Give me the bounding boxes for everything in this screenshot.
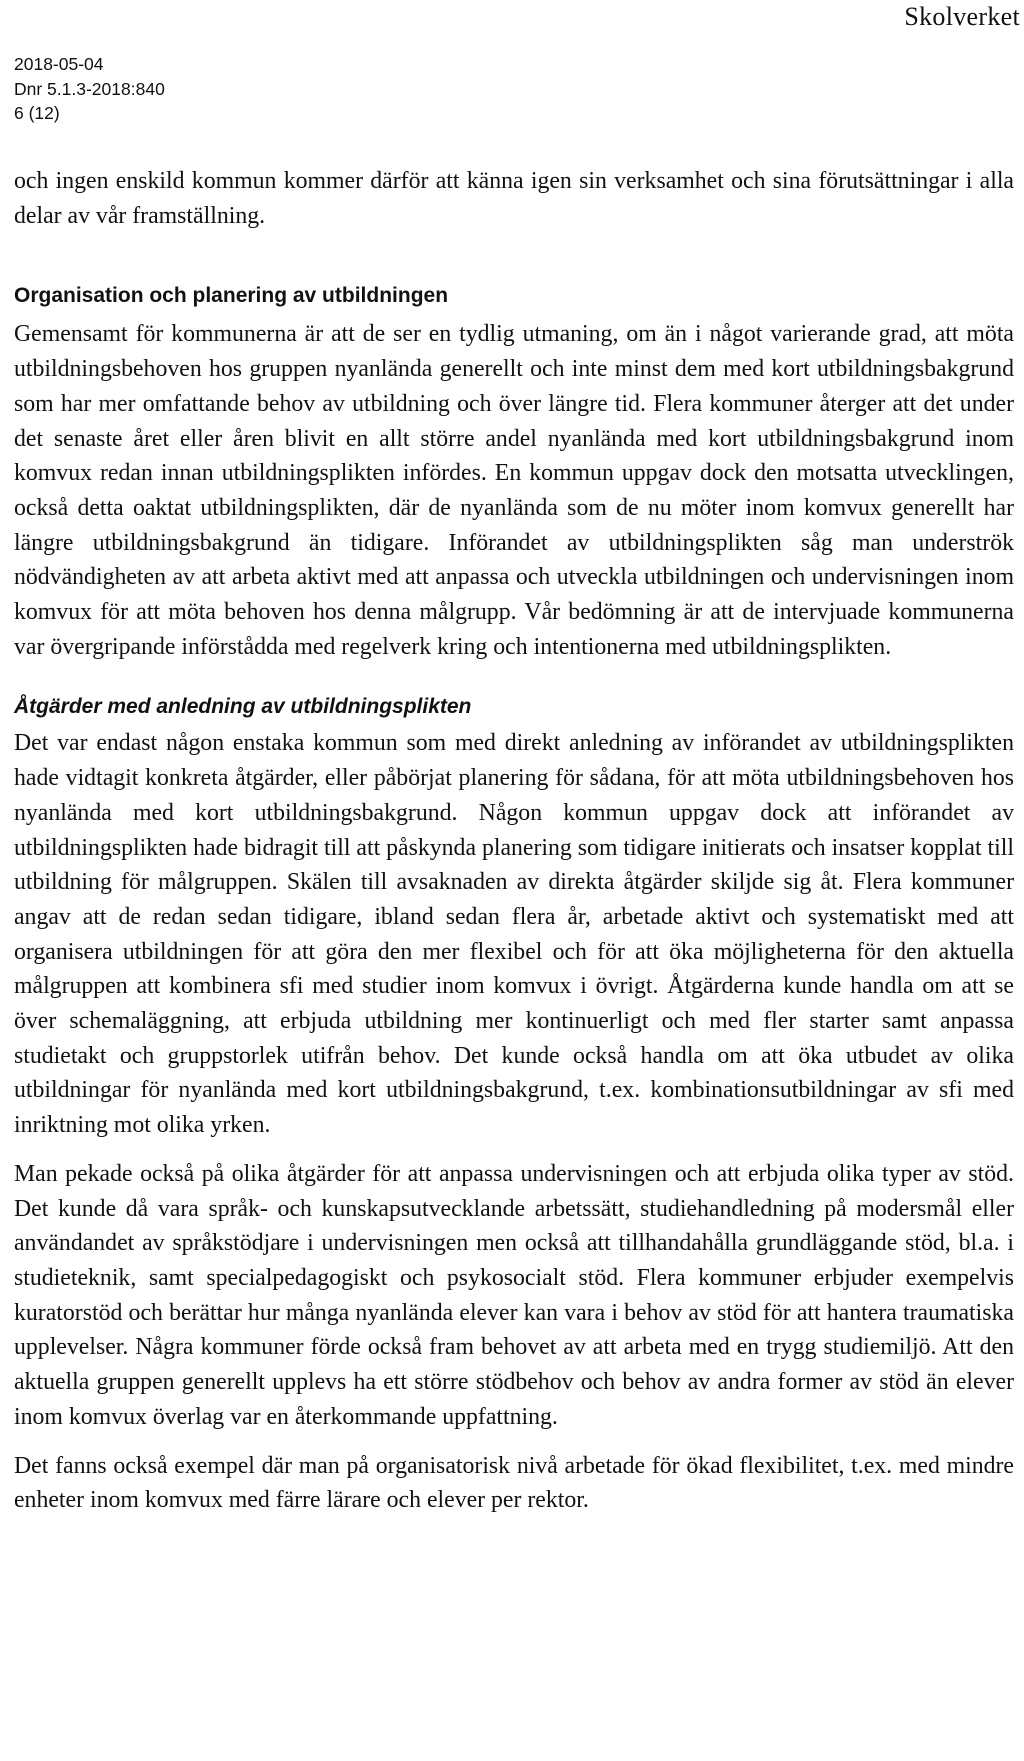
document-meta [14,52,165,126]
intro-paragraph: och ingen enskild kommun kommer därför att känna igen sin verksamhet och sina förutsättningar i alla delar av vår framställning. [14,168,1014,229]
section-paragraph: Gemensamt för kommunerna är att de ser en tydlig utmaning, om än i något varierande grad, att möta utbildningsbehoven hos gruppen nyanlända generellt och inte minst dem med kort utbildningsbakgrund som har mer omfattande behov av utbildning och över längre tid. Flera kommuner återger att det under det senaste året eller åren blivit en allt större andel nyanlända med kort utbildningsbakgrund inom komvux redan innan utbildningsplikten infördes. En kommun uppgav dock den motsatta utvecklingen, också detta oaktat utbildningsplikten, där de nyanlända som de nu möter inom komvux generellt har längre utbildningsbakgrund än tidigare. Införandet av utbildningsplikten såg man underströk nödvändigheten av att arbeta aktivt med att anpassa och utveckla utbildningen och undervisningen inom komvux för att möta behoven hos denna målgrupp. Vår bedömning är att de intervjuade kommunerna var övergripande införstådda med regelverk kring och intentionerna med utbildningsplikten. [14,321,1014,660]
organization-name: Skolverket [904,2,1020,31]
page-number: 6 (12) [14,103,60,123]
document-body [14,164,1014,1518]
section-heading-organisation: Organisation och planering av utbildningen [14,284,449,308]
document-reference: Dnr 5.1.3-2018:840 [14,78,165,99]
section-paragraph: Man pekade också på olika åtgärder för att anpassa undervisningen och att erbjuda olika typer av stöd. Det kunde då vara språk- och kunskapsutvecklande arbetssätt, studiehandledning på modersmål eller användandet av språkstödjare i undervisningen men också att tillhandahålla grundläggande stöd, bl.a. i studieteknik, samt specialpedagogiskt och psykosocialt stöd. Flera kommuner erbjuder exempelvis kuratorstöd och berättar hur många nyanlända elever kan vara i behov av stöd för att hantera traumatiska upplevelser. Några kommuner förde också fram behovet av att arbeta med en trygg studiemiljö. Att den aktuella gruppen generellt upplevs ha ett större stödbehov och behov av andra former av stöd än elever inom komvux överlag var en återkommande uppfattning. [14,1160,1014,1430]
document-date: 2018-05-04 [14,54,104,74]
subsection-heading-atgarder: Åtgärder med anledning av utbildningsplikten [14,695,472,719]
section-paragraph: Det var endast någon enstaka kommun som med direkt anledning av införandet av utbildningsplikten hade vidtagit konkreta åtgärder, eller påbörjat planering för sådana, för att möta utbildningsbehoven hos nyanlända med kort utbildningsbakgrund. Någon kommun uppgav dock att införandet av utbildningsplikten hade bidragit till att påskynda planering som tidigare initierats och insatser kopplat till utbildning för målgruppen. Skälen till avsaknaden av direkta åtgärder skiljde sig åt. Flera kommuner angav att de redan sedan tidigare, ibland sedan flera år, arbetade aktivt och systematiskt med att organisera utbildningen för att göra den mer flexibel och för att öka möjligheterna för den aktuella målgruppen att kombinera sfi med studier inom komvux i övrigt. Åtgärderna kunde handla om att se över schemaläggning, att erbjuda utbildning mer kontinuerligt och med fler starter samt anpassa studietakt och gruppstorlek utifrån behov. Det kunde också handla om att öka utbudet av olika utbildningar för nyanlända med kort utbildningsbakgrund, t.ex. kombinationsutbildningar av sfi med inriktning mot olika yrken. [14,730,1014,1139]
section-paragraph: Det fanns också exempel där man på organisatorisk nivå arbetade för ökad flexibilitet, t.ex. med mindre enheter inom komvux med färre lärare och elever per rektor. [14,1452,1014,1514]
